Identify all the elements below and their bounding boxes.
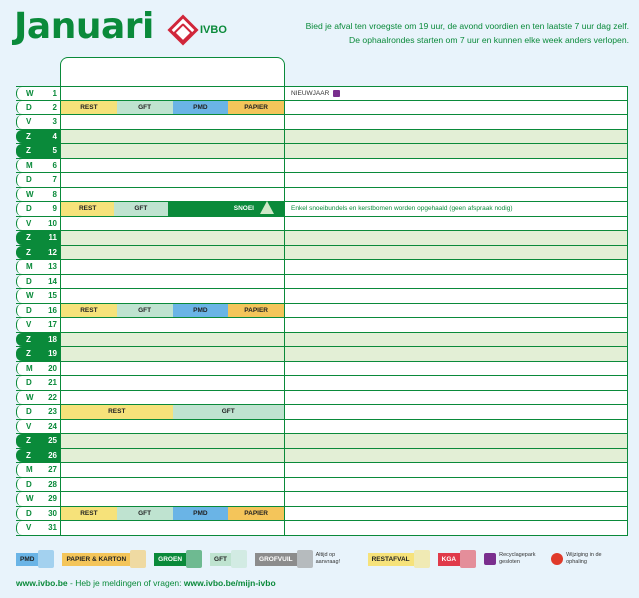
weekday-letter: W [16, 391, 43, 405]
collection-slots [60, 333, 285, 347]
footer [16, 578, 276, 588]
calendar-row [16, 362, 628, 377]
calendar-row [16, 159, 628, 174]
legend-item [368, 549, 430, 569]
calendar-row [16, 217, 628, 232]
weekday-letter: D [16, 173, 43, 187]
footer-text: - Heb je meldingen of vragen: [67, 578, 184, 588]
collection-rest [61, 202, 114, 216]
weekday-letter: M [16, 463, 43, 477]
legend-label: PAPIER & KARTON [62, 553, 130, 566]
day-note [285, 376, 628, 390]
weekday-letter: M [16, 260, 43, 274]
weekday-letter: Z [16, 246, 43, 260]
weekday-letter: V [16, 217, 43, 231]
collection-slots [60, 318, 285, 332]
collection-label: SNOEI [233, 205, 254, 213]
collection-pmd [173, 304, 229, 318]
day-note [285, 275, 628, 289]
legend-note: Wijziging in de ophaling [566, 552, 602, 565]
collection-papier [228, 507, 284, 521]
day-note [285, 260, 628, 274]
day-number: 16 [43, 304, 60, 318]
collection-slots [60, 304, 285, 318]
day-note [285, 318, 628, 332]
day-number: 11 [43, 231, 60, 245]
day-note [285, 362, 628, 376]
calendar-row [16, 202, 628, 217]
legend-note: Recyclagepark gesloten [499, 552, 536, 565]
day-number: 6 [43, 159, 60, 173]
day-number: 3 [43, 115, 60, 129]
day-number: 4 [43, 130, 60, 144]
collection-label: PMD [193, 509, 208, 517]
weekday-letter: Z [16, 144, 43, 158]
day-number: 15 [43, 289, 60, 303]
collection-label: REST [80, 509, 98, 517]
collection-gft [117, 304, 173, 318]
collection-papier [228, 304, 284, 318]
legend-item [210, 549, 247, 569]
green-bin-icon [186, 550, 202, 568]
legend-label: PMD [16, 553, 38, 566]
calendar-header-box [60, 57, 285, 89]
collection-slots [60, 521, 285, 535]
day-number: 29 [43, 492, 60, 506]
collection-slots [60, 115, 285, 129]
collection-slots [60, 173, 285, 187]
collection-slots [60, 260, 285, 274]
calendar-row [16, 449, 628, 464]
collection-slots [60, 391, 285, 405]
collection-gft [173, 405, 285, 419]
collection-label: PAPIER [244, 306, 268, 314]
weekday-letter: V [16, 521, 43, 535]
collection-label: REST [78, 205, 97, 213]
weekday-letter: W [16, 87, 43, 100]
collection-slots [60, 130, 285, 144]
day-note [285, 333, 628, 347]
calendar-row [16, 521, 628, 536]
weekday-letter: Z [16, 434, 43, 448]
collection-slots [60, 217, 285, 231]
collection-label: REST [80, 103, 98, 111]
day-note [285, 202, 628, 216]
calendar-row [16, 101, 628, 116]
day-number: 19 [43, 347, 60, 361]
day-note [285, 101, 628, 115]
weekday-letter: Z [16, 347, 43, 361]
collection-gft [117, 101, 173, 115]
calendar-row [16, 86, 628, 101]
calendar-row [16, 347, 628, 362]
calendar-row [16, 333, 628, 348]
day-number: 10 [43, 217, 60, 231]
day-number: 20 [43, 362, 60, 376]
day-note [285, 492, 628, 506]
collection-slots [60, 275, 285, 289]
notice-line-1: Bied je afval ten vroegste om 19 uur, de avond voordien en ten laatste 7 uur dag zelf. [305, 21, 629, 31]
day-number: 1 [43, 87, 60, 100]
collection-rest [61, 405, 173, 419]
day-number: 27 [43, 463, 60, 477]
calendar-row [16, 376, 628, 391]
weekday-letter: V [16, 420, 43, 434]
weekday-letter: D [16, 101, 43, 115]
day-number: 13 [43, 260, 60, 274]
collection-snoei [168, 202, 285, 216]
warning-icon [551, 553, 563, 565]
collection-slots [60, 159, 285, 173]
day-note [285, 115, 628, 129]
day-note [285, 159, 628, 173]
collection-slots [60, 507, 285, 521]
ivbo-logo-icon [167, 14, 198, 45]
day-number: 23 [43, 405, 60, 419]
calendar-row [16, 289, 628, 304]
footer-mijn-ivbo-link[interactable]: www.ivbo.be/mijn-ivbo [183, 578, 276, 588]
day-number: 17 [43, 318, 60, 332]
day-number: 9 [43, 202, 60, 216]
day-note [285, 130, 628, 144]
weekday-letter: W [16, 188, 43, 202]
day-note [285, 347, 628, 361]
day-number: 31 [43, 521, 60, 535]
day-note [285, 463, 628, 477]
weekday-letter: D [16, 478, 43, 492]
day-note [285, 173, 628, 187]
legend-item [62, 549, 146, 569]
legend-item [438, 549, 476, 569]
collection-slots [60, 362, 285, 376]
calendar-row [16, 173, 628, 188]
collection-label: REST [80, 306, 98, 314]
collection-slots [60, 87, 285, 100]
legend [16, 547, 628, 571]
day-note [285, 87, 628, 100]
day-number: 7 [43, 173, 60, 187]
collection-pmd [173, 507, 229, 521]
collection-label: GFT [134, 205, 148, 213]
collection-label: GFT [138, 306, 152, 314]
day-number: 26 [43, 449, 60, 463]
legend-item [551, 549, 610, 569]
collection-label: GFT [138, 103, 152, 111]
collection-slots [60, 289, 285, 303]
day-note-text: Enkel snoeibundels en kerstbomen worden opgehaald (geen afspraak nodig) [291, 205, 513, 213]
collection-slots [60, 101, 285, 115]
collection-rest [61, 507, 117, 521]
calendar-row [16, 391, 628, 406]
calendar-row [16, 115, 628, 130]
gft-bag-icon [231, 550, 247, 568]
notice-line-2: De ophaalrondes starten om 7 uur en kunnen elke week anders verlopen. [349, 35, 629, 45]
weekday-letter: D [16, 376, 43, 390]
day-number: 14 [43, 275, 60, 289]
legend-label: GROFVUIL [255, 553, 297, 566]
weekday-letter: M [16, 362, 43, 376]
day-note [285, 144, 628, 158]
collection-label: PMD [193, 103, 208, 111]
day-note [285, 434, 628, 448]
collection-slots [60, 376, 285, 390]
weekday-letter: V [16, 115, 43, 129]
collection-slots [60, 246, 285, 260]
calendar-grid [16, 86, 628, 536]
day-number: 5 [43, 144, 60, 158]
weekday-letter: D [16, 275, 43, 289]
weekday-letter: D [16, 405, 43, 419]
day-note [285, 304, 628, 318]
weekday-letter: D [16, 507, 43, 521]
collection-slots [60, 463, 285, 477]
collection-slots [60, 188, 285, 202]
day-number: 25 [43, 434, 60, 448]
rest-bag-icon [414, 550, 430, 568]
day-note [285, 231, 628, 245]
legend-label: GROEN [154, 553, 186, 566]
collection-slots [60, 405, 285, 419]
legend-label: KGA [438, 553, 460, 566]
day-note [285, 521, 628, 535]
collection-rest [61, 304, 117, 318]
collection-slots [60, 478, 285, 492]
collection-papier [228, 101, 284, 115]
day-number: 24 [43, 420, 60, 434]
weekday-letter: D [16, 202, 43, 216]
collection-slots [60, 434, 285, 448]
collection-slots [60, 492, 285, 506]
day-note [285, 246, 628, 260]
weekday-letter: Z [16, 333, 43, 347]
day-number: 18 [43, 333, 60, 347]
calendar-row [16, 492, 628, 507]
day-note [285, 405, 628, 419]
collection-label: PAPIER [244, 509, 268, 517]
kga-icon [460, 550, 476, 568]
closed-calendar-icon [484, 553, 496, 565]
calendar-row [16, 304, 628, 319]
christmas-tree-icon [260, 201, 274, 214]
calendar-row [16, 231, 628, 246]
legend-item [484, 549, 543, 569]
day-number: 30 [43, 507, 60, 521]
calendar-row [16, 318, 628, 333]
calendar-row [16, 405, 628, 420]
weekday-letter: Z [16, 449, 43, 463]
weekday-letter: W [16, 289, 43, 303]
day-note [285, 420, 628, 434]
day-note [285, 449, 628, 463]
legend-item [16, 549, 54, 569]
weekday-letter: V [16, 318, 43, 332]
day-number: 21 [43, 376, 60, 390]
collection-slots [60, 449, 285, 463]
day-note [285, 188, 628, 202]
legend-item [154, 549, 202, 569]
weekday-letter: M [16, 159, 43, 173]
calendar-row [16, 246, 628, 261]
day-number: 28 [43, 478, 60, 492]
calendar-row [16, 260, 628, 275]
legend-item [255, 549, 360, 569]
legend-label: RESTAFVAL [368, 553, 414, 566]
day-note [285, 391, 628, 405]
collection-slots [60, 347, 285, 361]
day-note-text: NIEUWJAAR [291, 89, 330, 97]
calendar-row [16, 144, 628, 159]
day-number: 22 [43, 391, 60, 405]
collection-slots [60, 202, 285, 216]
calendar-row [16, 275, 628, 290]
day-note [285, 507, 628, 521]
weekday-letter: W [16, 492, 43, 506]
collection-notice [306, 19, 629, 47]
calendar-row [16, 130, 628, 145]
logo-text: IVBO [200, 24, 227, 36]
weekday-letter: Z [16, 130, 43, 144]
paper-boxes-icon [130, 550, 146, 568]
collection-slots [60, 231, 285, 245]
month-title: Januari [14, 6, 154, 47]
calendar-row [16, 188, 628, 203]
day-note [285, 217, 628, 231]
day-note [285, 289, 628, 303]
legend-note: Altijd op aanvraag! [315, 552, 341, 565]
footer-site-link[interactable]: www.ivbo.be [16, 578, 68, 588]
weekday-letter: D [16, 304, 43, 318]
calendar-row [16, 478, 628, 493]
calendar-row [16, 507, 628, 522]
collection-label: PMD [193, 306, 208, 314]
collection-label: PAPIER [244, 103, 268, 111]
legend-label: GFT [210, 553, 231, 566]
collection-label: REST [108, 408, 126, 416]
weekday-letter: Z [16, 231, 43, 245]
collection-rest [61, 101, 117, 115]
collection-label: GFT [221, 408, 235, 416]
calendar-row [16, 420, 628, 435]
day-number: 12 [43, 246, 60, 260]
pmd-bag-icon [38, 550, 54, 568]
calendar-row [16, 463, 628, 478]
ivbo-logo [172, 19, 227, 41]
day-number: 2 [43, 101, 60, 115]
collection-slots [60, 144, 285, 158]
bulky-waste-icon [297, 550, 313, 568]
closed-calendar-icon [333, 90, 340, 97]
collection-gft [114, 202, 167, 216]
collection-pmd [173, 101, 229, 115]
day-note [285, 478, 628, 492]
collection-slots [60, 420, 285, 434]
collection-gft [117, 507, 173, 521]
collection-label: GFT [138, 509, 152, 517]
day-number: 8 [43, 188, 60, 202]
calendar-row [16, 434, 628, 449]
